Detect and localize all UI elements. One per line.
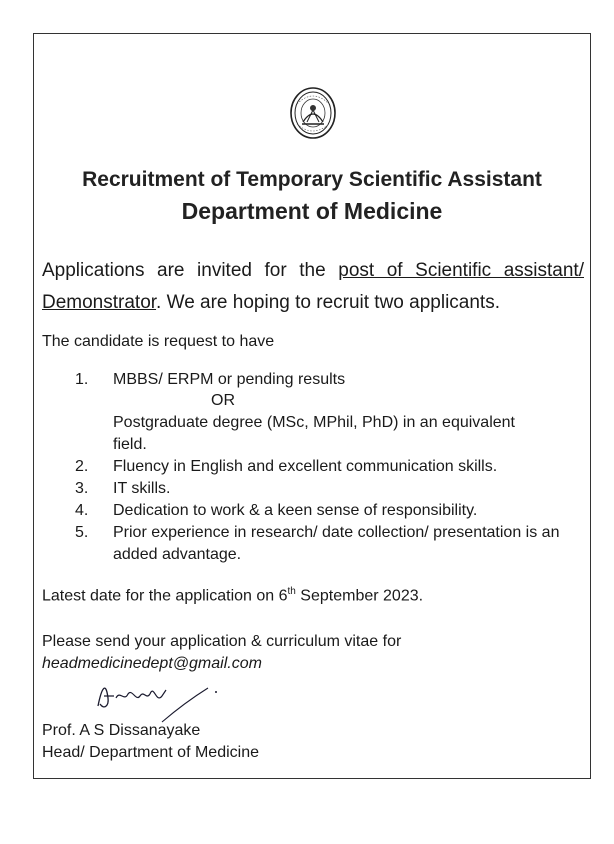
list-number: 5. [75, 524, 89, 541]
deadline-prefix: Latest date for the application on 6 [42, 587, 288, 605]
list-text: IT skills. [113, 480, 171, 497]
department-title: Department of Medicine [181, 198, 443, 224]
list-item [42, 412, 590, 456]
list-number: 3. [75, 480, 89, 497]
university-seal-icon [289, 86, 337, 140]
deadline-sup: th [287, 586, 296, 597]
list-number: 2. [75, 458, 89, 475]
list-number [42, 412, 113, 456]
contact-block [42, 631, 401, 675]
candidate-intro: The candidate is request to have [42, 333, 275, 350]
list-item [42, 369, 590, 391]
intro-suffix: . We are hoping to recruit two applicants. [156, 292, 500, 313]
list-text: MBBS/ ERPM or pending results [113, 371, 346, 388]
list-item [42, 522, 590, 566]
requirements-list [42, 369, 590, 566]
list-text: Postgraduate degree (MSc, MPhil, PhD) in an equivalent field. [113, 414, 515, 453]
list-text: Dedication to work & a keen sense of responsibility. [113, 502, 478, 519]
send-instruction: Please send your application & curriculum vitae for [42, 633, 402, 650]
list-item [42, 500, 590, 522]
deadline-line [42, 586, 423, 605]
intro-prefix: Applications are invited for the [42, 260, 339, 281]
list-text: Prior experience in research/ date collection/ presentation is an added advantage. [113, 524, 560, 563]
list-item-or [42, 390, 590, 412]
or-text: OR [211, 392, 235, 409]
signer-title: Head/ Department of Medicine [42, 744, 259, 761]
signatory-block [42, 720, 259, 764]
list-item [42, 456, 590, 478]
page-title: Recruitment of Temporary Scientific Assistant [82, 168, 542, 191]
signature-icon [92, 676, 232, 724]
post-title: post of Scientific assistant/ Demonstrator [42, 260, 584, 313]
list-number: 1. [75, 371, 89, 388]
list-item [42, 478, 590, 500]
intro-paragraph [42, 255, 584, 319]
signer-name: Prof. A S Dissanayake [42, 722, 201, 739]
contact-email: headmedicinedept@gmail.com [42, 655, 262, 672]
list-text: Fluency in English and excellent communication skills. [113, 458, 498, 475]
list-number: 4. [75, 502, 89, 519]
deadline-suffix: September 2023. [295, 587, 424, 605]
